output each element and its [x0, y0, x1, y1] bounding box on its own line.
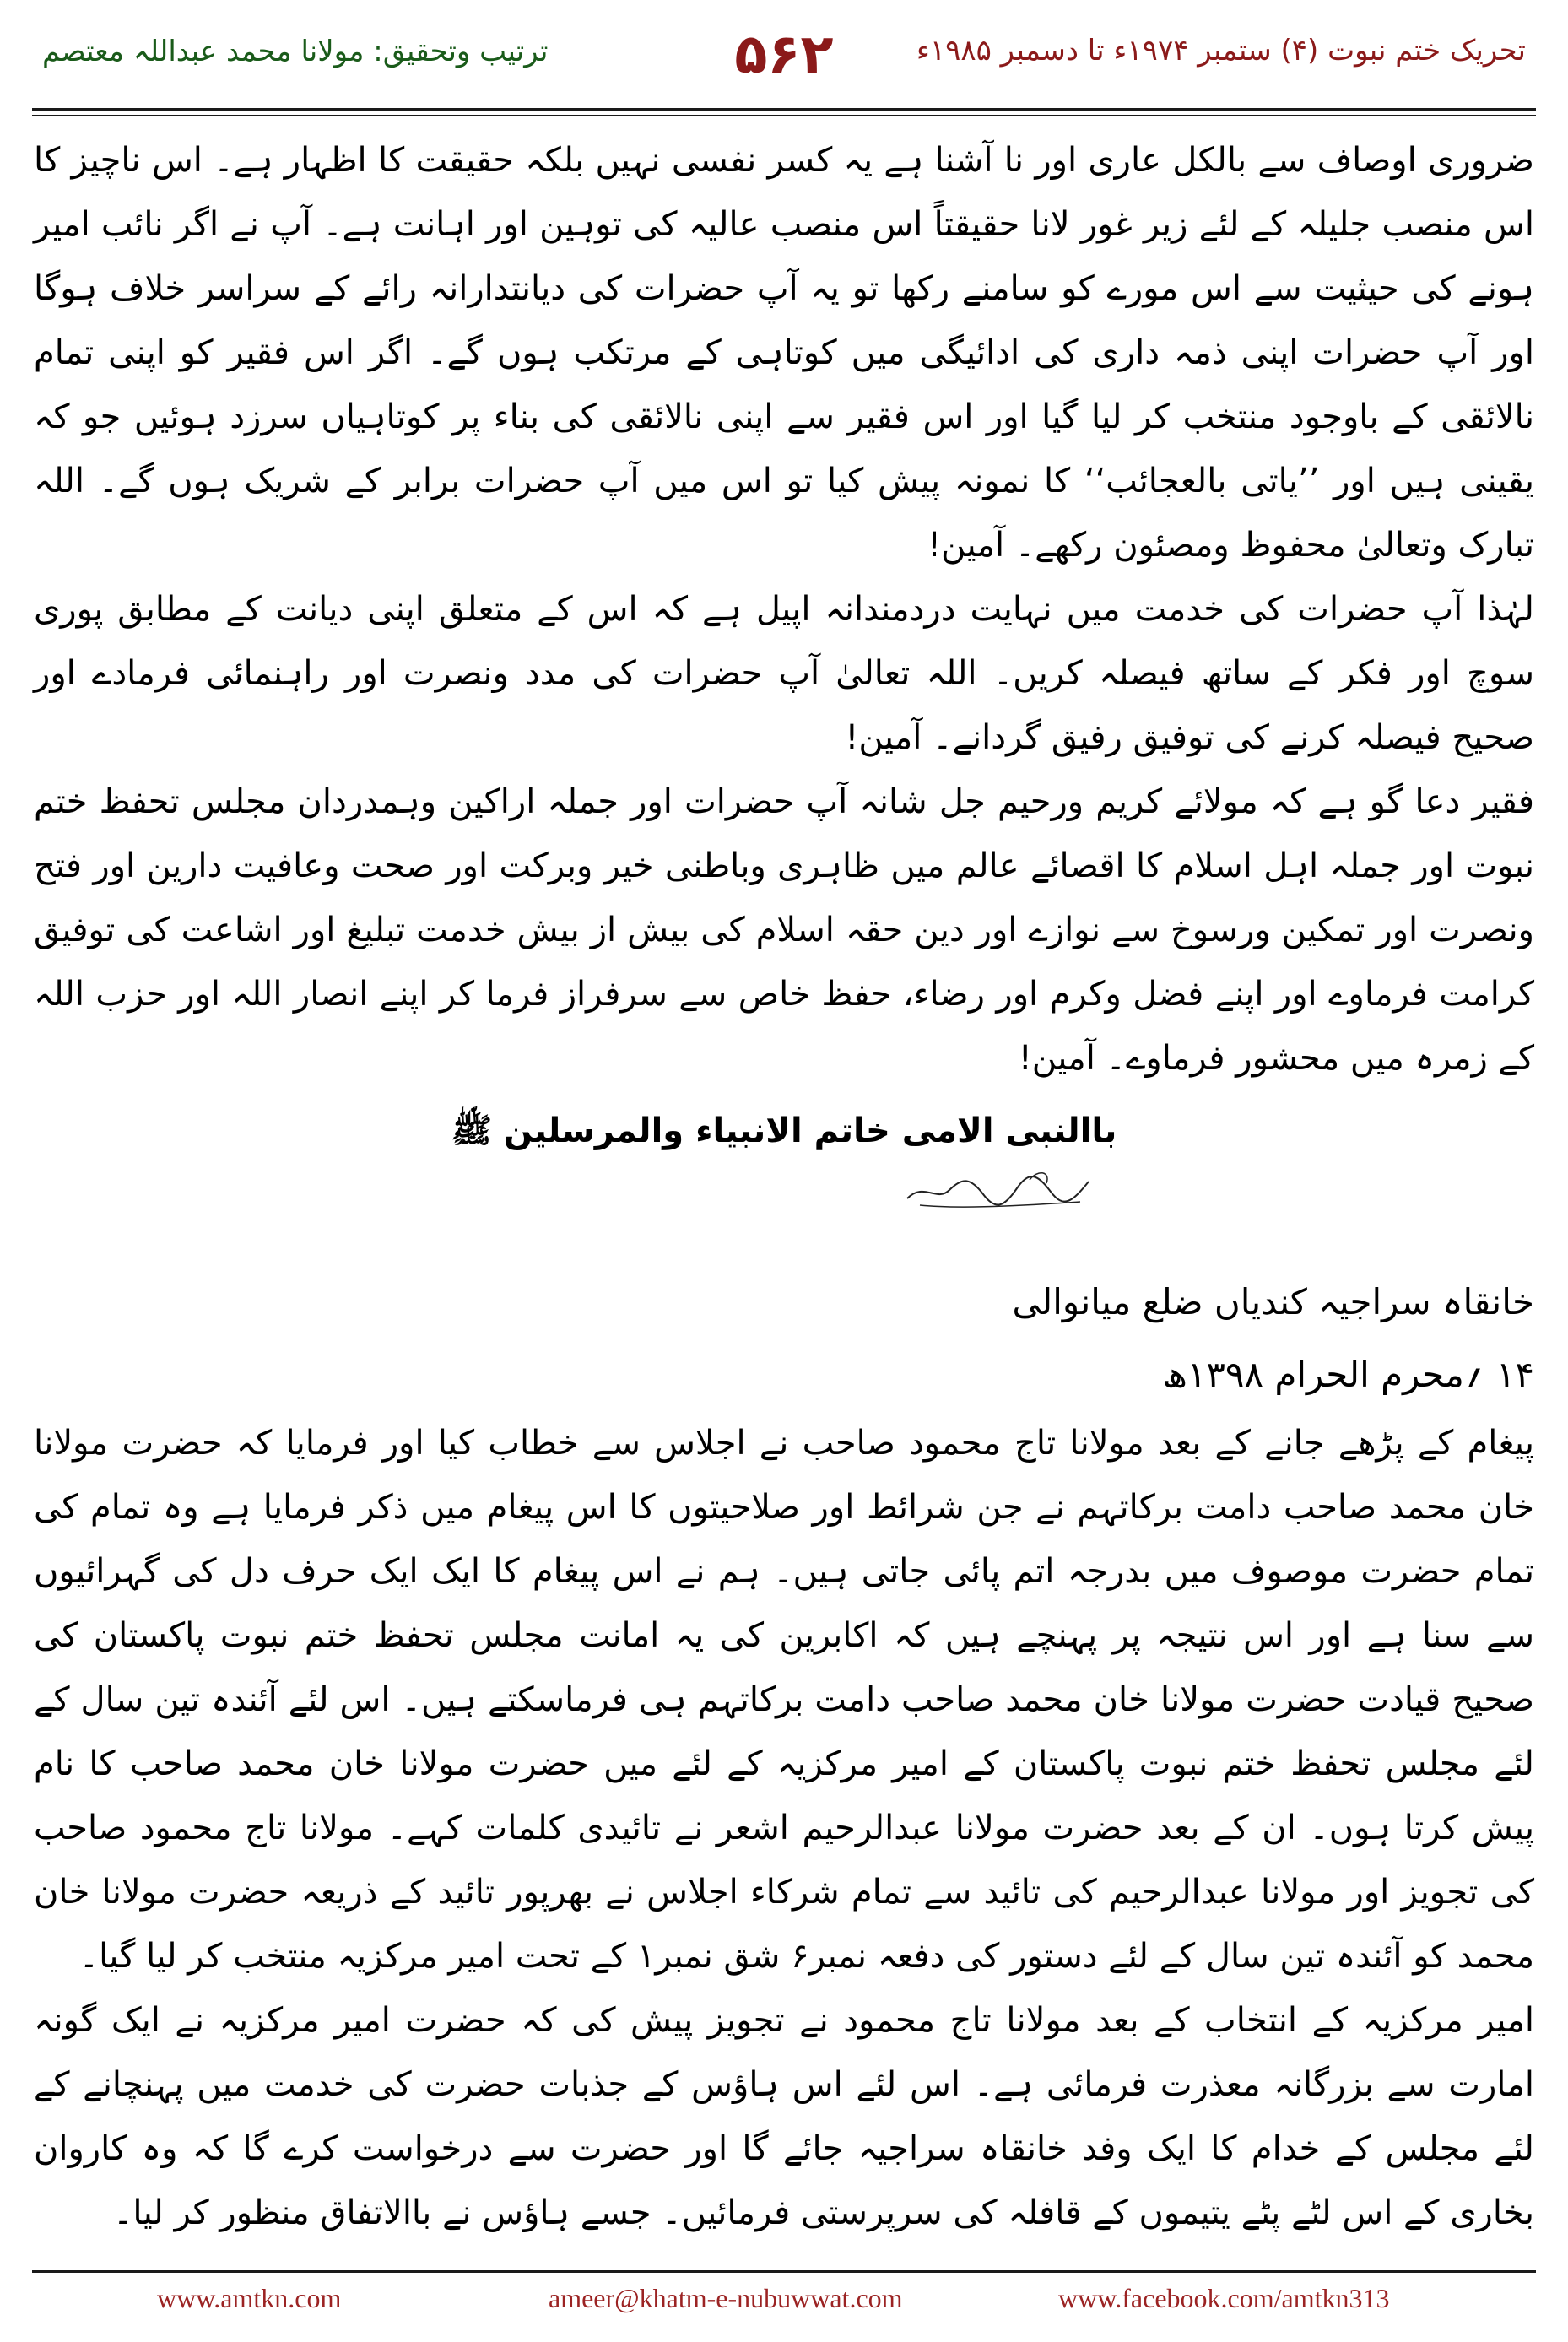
facebook-link[interactable]: www.facebook.com/amtkn313 — [1058, 2283, 1390, 2313]
website-link[interactable]: www.amtkn.com — [157, 2283, 342, 2313]
header-rule-thin — [32, 115, 1536, 116]
blessing-line: باالنبی الامی خاتم الانبیاء والمرسلین ﷺ — [451, 1112, 1117, 1150]
address: خانقاہ سراجیہ کندیاں ضلع میانوالی — [1012, 1281, 1534, 1322]
page-body — [34, 128, 1534, 2245]
page-number: ۵۶۲ — [734, 24, 834, 86]
email-link[interactable]: ameer@khatm-e-nubuwwat.com — [549, 2283, 903, 2313]
editor-credit: ترتیب وتحقیق: مولانا محمد عبداللہ معتصم — [42, 35, 549, 68]
page-header — [0, 0, 1568, 118]
signature-icon — [903, 1165, 1097, 1215]
book-title: تحریک ختم نبوت (۴) ستمبر ۱۹۷۴ء تا دسمبر ۱۹۸۵ء — [916, 34, 1526, 68]
paragraph-3: فقیر دعا گو ہے کہ مولائے کریم ورحیم جل شانہ آپ حضرات اور جملہ اراکین وہمدردان مجلس تحفظ ختم نبوت اور جملہ اہل اسلام کا اقصائے عالم میں ظاہری وباطنی خیر وبرکت اور صحت وعافیت دارین اور فتح ونصرت اور تمکین ورسوخ سے نوازے اور دین حقہ اسلام کی بیش از بیش خدمت تبلیغ اور اشاعت کی توفیق کرامت فرماوے اور اپنے فضل وکرم اور رضاء، حفظ خاص سے سرفراز فرما کر اپنے انصار اللہ اور حزب اللہ کے زمرہ میں محشور فرماوے۔ آمین! — [34, 782, 1534, 1078]
paragraph-1: ضروری اوصاف سے بالکل عاری اور نا آشنا ہے یہ کسر نفسی نہیں بلکہ حقیقت کا اظہار ہے۔ اس ناچیز کا اس منصب جلیلہ کے لئے زیر غور لانا حقیقتاً اس منصب عالیہ کی توہین اور اہانت ہے۔ آپ نے اگر نائب امیر ہونے کی حیثیت سے اس مورے کو سامنے رکھا تو یہ آپ حضرات کی دیانتدارانہ رائے کے سراسر خلاف ہوگا اور آپ حضرات اپنی ذمہ داری کی ادائیگی میں کوتاہی کے مرتکب ہوں گے۔ اگر اس فقیر کو اپنی تمام نالائقی کے باوجود منتخب کر لیا گیا اور اس فقیر سے اپنی نالائقی کی بناء پر کوتاہیاں سرزد ہوئیں جو کہ یقینی ہیں اور ’’یاتی بالعجائب‘‘ کا نمونہ پیش کیا تو اس میں آپ حضرات برابر کے شریک ہوں گے۔ اللہ تبارک وتعالیٰ محفوظ ومصئون رکھے۔ آمین! — [34, 141, 1534, 565]
date-line: ۱۴ ؍محرم الحرام ۱۳۹۸ھ — [1162, 1354, 1534, 1395]
paragraph-4: پیغام کے پڑھے جانے کے بعد مولانا تاج محمود صاحب نے اجلاس سے خطاب کیا اور فرمایا کہ حضرت مولانا خان محمد صاحب دامت برکاتہم نے جن شرائط اور صلاحیتوں کا اس پیغام میں ذکر فرمایا ہے وہ تمام کی تمام حضرت موصوف میں بدرجہ اتم پائی جاتی ہیں۔ ہم نے اس پیغام کا ایک ایک حرف دل کی گہرائیوں سے سنا ہے اور اس نتیجہ پر پہنچے ہیں کہ اکابرین کی یہ امانت مجلس تحفظ ختم نبوت پاکستان کی صحیح قیادت حضرت مولانا خان محمد صاحب دامت برکاتہم ہی فرماسکتے ہیں۔ اس لئے آئندہ تین سال کے لئے مجلس تحفظ ختم نبوت پاکستان کے امیر مرکزیہ کے لئے میں حضرت مولانا خان محمد صاحب کا نام پیش کرتا ہوں۔ ان کے بعد حضرت مولانا عبدالرحیم اشعر نے تائیدی کلمات کہے۔ مولانا تاج محمود صاحب کی تجویز اور مولانا عبدالرحیم کی تائید سے تمام شرکاء اجلاس نے بھرپور تائید کے ذریعہ حضرت مولانا خان محمد کو آئندہ تین سال کے لئے دستور کی دفعہ نمبر۶ شق نمبر۱ کے تحت امیر مرکزیہ منتخب کر لیا گیا۔ — [34, 1424, 1534, 1976]
paragraph-5: امیر مرکزیہ کے انتخاب کے بعد مولانا تاج محمود نے تجویز پیش کی کہ حضرت امیر مرکزیہ نے ایک گونہ امارت سے بزرگانہ معذرت فرمائی ہے۔ اس لئے اس ہاؤس کے جذبات حضرت کی خدمت میں پہنچانے کے لئے مجلس کے خدام کا ایک وفد خانقاہ سراجیہ جائے گا اور حضرت سے درخواست کرے گا کہ وہ کاروان بخاری کے اس لٹے پٹے یتیموں کے قافلہ کی سرپرستی فرمائیں۔ جسے ہاؤس نے باالاتفاق منظور کر لیا۔ — [34, 2001, 1534, 2232]
signature — [34, 1165, 1534, 1266]
paragraph-2: لہٰذا آپ حضرات کی خدمت میں نہایت دردمندانہ اپیل ہے کہ اس کے متعلق اپنی دیانت کے مطابق پوری سوچ اور فکر کے ساتھ فیصلہ کریں۔ اللہ تعالیٰ آپ حضرات کی مدد ونصرت اور راہنمائی فرمادے اور صحیح فیصلہ کرنے کی توفیق رفیق گردانے۔ آمین! — [34, 590, 1535, 757]
header-rule — [32, 108, 1536, 111]
